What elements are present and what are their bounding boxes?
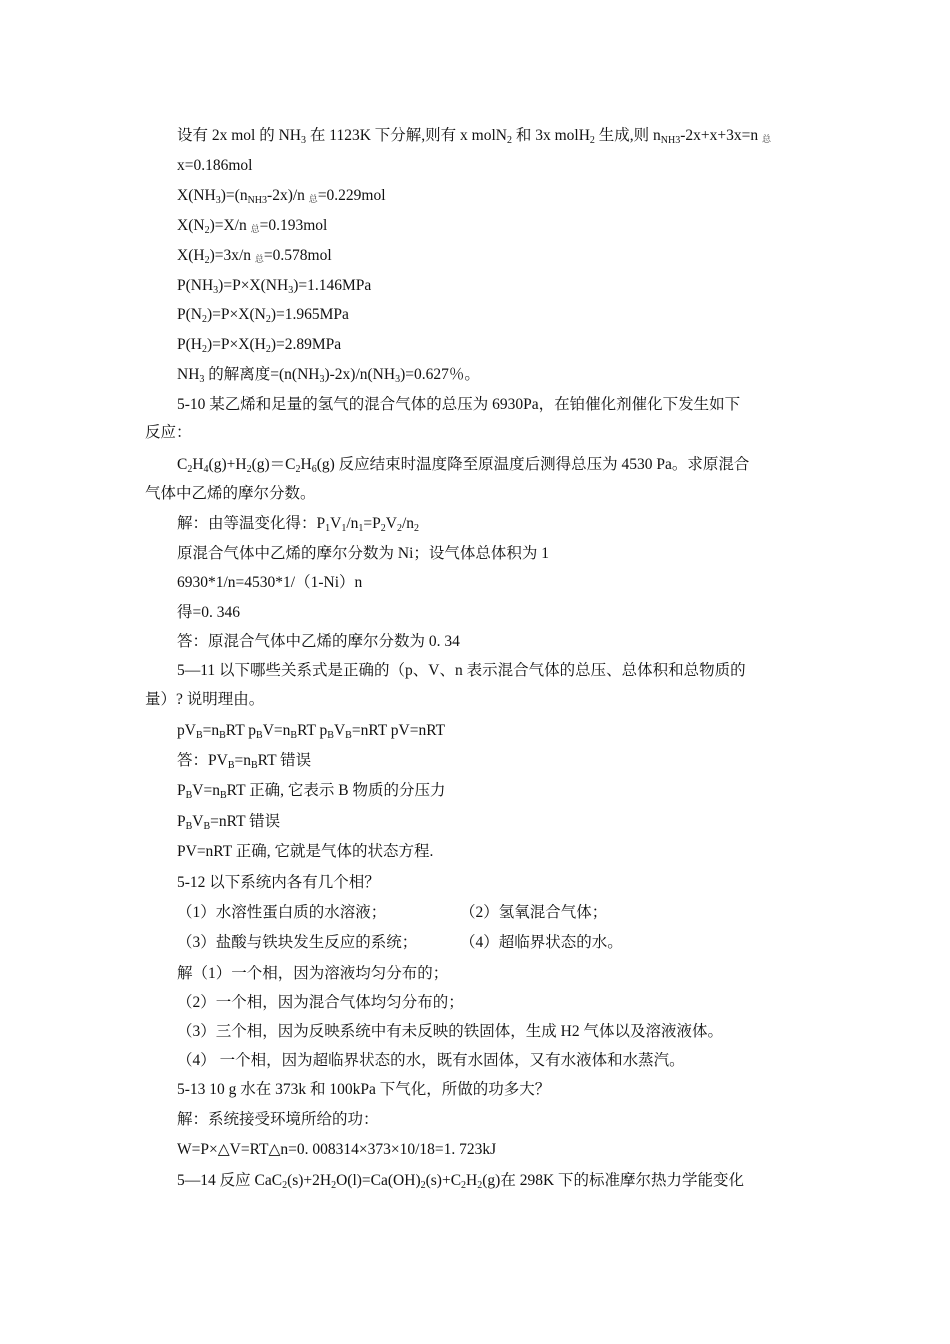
line-text: （4）超临界状态的水。 — [460, 934, 623, 951]
line-text: RT p — [297, 722, 328, 739]
subscript-text: B — [219, 730, 226, 741]
subscript-text: B — [256, 730, 263, 741]
text-line — [177, 751, 311, 776]
subscript-text: 2 — [265, 344, 271, 355]
subscript-text: 2 — [204, 225, 210, 236]
line-text: H — [300, 456, 312, 473]
text-line — [177, 933, 417, 953]
text-line — [177, 1110, 379, 1130]
line-text: （3）盐酸与铁块发生反应的系统； — [177, 934, 418, 951]
line-text: (g)在 298K 下的标准摩尔热力学能变化 — [482, 1172, 745, 1189]
subscript-text: 3 — [319, 374, 325, 385]
line-text: =n — [202, 722, 220, 739]
line-text: X(N — [177, 217, 205, 234]
line-text: -2x+x+3x=n — [680, 127, 762, 144]
line-text: P(NH — [177, 277, 214, 294]
line-text: (s)+2H — [287, 1172, 332, 1189]
subscript-text: 1 — [358, 523, 364, 534]
subscript-text: 2 — [396, 523, 402, 534]
line-text: H — [192, 456, 204, 473]
line-text: 解（1）一个相，因为溶液均匀分布的； — [177, 965, 449, 982]
text-line — [460, 933, 623, 953]
subscript-text: 总 — [254, 254, 264, 264]
text-line — [177, 721, 445, 746]
text-line — [177, 573, 362, 593]
line-text: (s)+C — [425, 1172, 462, 1189]
text-line — [177, 276, 371, 301]
line-text: （4） 一个相，因为超临界状态的水，既有水固体，又有水液体和水蒸汽。 — [177, 1052, 685, 1069]
subscript-text: 3 — [213, 285, 219, 296]
line-text: x=0.186mol — [177, 157, 253, 174]
line-text: V=n — [192, 782, 220, 799]
text-line — [177, 1171, 744, 1196]
text-line — [177, 661, 746, 681]
text-line — [177, 335, 341, 360]
text-line — [177, 246, 332, 271]
subscript-text: 2 — [420, 1180, 426, 1191]
line-text: 解：由等温变化得：P — [177, 515, 326, 532]
line-text: /n — [401, 515, 415, 532]
line-text: 设有 2x mol 的 NH — [177, 127, 302, 144]
subscript-text: B — [327, 730, 334, 741]
line-text: =0.578mol — [263, 247, 332, 264]
line-text: RT 错误 — [257, 752, 312, 769]
line-text: P(N — [177, 306, 202, 323]
line-text: /n — [346, 515, 359, 532]
line-text: RT 正确, 它表示 B 物质的分压力 — [226, 782, 446, 799]
line-text: 5—11 以下哪些关系式是正确的（p、V、n 表示混合气体的总压、总体积和总物质的 — [177, 662, 746, 679]
text-line — [177, 365, 480, 390]
subscript-text: 总 — [308, 194, 318, 204]
text-line — [177, 603, 240, 623]
text-line — [177, 1140, 496, 1160]
subscript-text: 4 — [203, 464, 209, 475]
text-line — [177, 126, 771, 151]
subscript-text: 3 — [215, 195, 221, 206]
line-text: 5-12 以下系统内各有几个相？ — [177, 874, 380, 891]
line-text: PV=nRT 正确, 它就是气体的状态方程. — [177, 843, 434, 860]
line-text: )=(n — [220, 187, 248, 204]
subscript-text: 2 — [295, 464, 301, 475]
line-text: 量）? 说明理由。 — [145, 691, 265, 708]
text-line — [177, 1080, 550, 1100]
subscript-text: 6 — [311, 464, 317, 475]
line-text: 和 3x molH — [511, 127, 590, 144]
line-text: O(l)=Ca(OH) — [336, 1172, 421, 1189]
text-line — [177, 216, 327, 241]
text-line — [177, 186, 386, 211]
text-line — [177, 903, 386, 923]
line-text: )=P×X(NH — [218, 277, 289, 294]
line-text: )=1.965MPa — [270, 306, 349, 323]
line-text: 答：原混合气体中乙烯的摩尔分数为 0. 34 — [177, 633, 460, 650]
subscript-text: 3 — [199, 374, 205, 385]
subscript-text: 2 — [461, 1180, 467, 1191]
line-text: P — [177, 813, 186, 830]
line-text: V — [192, 813, 204, 830]
line-text: X(NH — [177, 187, 216, 204]
line-text: RT p — [225, 722, 257, 739]
subscript-text: B — [251, 760, 258, 771]
line-text: )=2.89MPa — [270, 336, 342, 353]
text-line — [177, 514, 419, 539]
subscript-text: NH3 — [660, 135, 681, 146]
text-line — [177, 156, 252, 176]
line-text: （1）水溶性蛋白质的水溶液； — [177, 904, 387, 921]
line-text: NH — [177, 366, 200, 383]
subscript-text: 2 — [201, 344, 207, 355]
subscript-text: B — [203, 821, 211, 832]
subscript-text: 2 — [282, 1180, 288, 1191]
subscript-text: 2 — [265, 314, 271, 325]
text-line — [177, 395, 740, 415]
line-text: V — [330, 515, 342, 532]
line-text: -2x)/n — [267, 187, 309, 204]
line-text: )=0.627％。 — [400, 366, 480, 383]
line-text: )=P×X(H — [206, 336, 266, 353]
text-line — [177, 455, 749, 480]
line-text: 5-10 某乙烯和足量的氢气的混合气体的总压为 6930Pa，在铂催化剂催化下发生如下 — [177, 396, 741, 413]
text-line — [145, 423, 192, 443]
line-text: V=n — [262, 722, 291, 739]
subscript-text: B — [345, 730, 352, 741]
line-text: 气体中乙烯的摩尔分数。 — [145, 485, 316, 502]
subscript-text: 2 — [380, 523, 386, 534]
line-text: (g)+H — [208, 456, 247, 473]
subscript-text: NH3 — [247, 195, 268, 206]
subscript-text: 2 — [589, 135, 595, 146]
line-text: =0.229mol — [317, 187, 386, 204]
subscript-text: 2 — [331, 1180, 337, 1191]
text-line — [177, 1022, 723, 1042]
line-text: 在 1123K 下分解,则有 x molN — [306, 127, 507, 144]
text-line — [177, 632, 460, 652]
text-line — [145, 484, 316, 504]
subscript-text: 3 — [301, 135, 307, 146]
subscript-text: 3 — [288, 285, 294, 296]
line-text: 反应： — [145, 424, 192, 441]
line-text: （3）三个相，因为反映系统中有未反映的铁固体，生成 H2 气体以及溶液液体。 — [177, 1023, 723, 1040]
line-text: 原混合气体中乙烯的摩尔分数为 Ni；设气体总体积为 1 — [177, 545, 550, 562]
line-text: 的解离度=(n(NH — [204, 366, 320, 383]
line-text: pV — [177, 722, 196, 739]
line-text: W=P×△V=RT△n=0. 008314×373×10/18=1. 723kJ — [177, 1141, 497, 1158]
subscript-text: 2 — [201, 314, 207, 325]
text-line — [145, 690, 264, 710]
text-line — [177, 812, 280, 837]
subscript-text: 1 — [341, 523, 347, 534]
line-text: 解：系统接受环境所给的功： — [177, 1111, 379, 1128]
line-text: （2）氢氧混合气体； — [460, 904, 608, 921]
subscript-text: 2 — [187, 464, 193, 475]
subscript-text: B — [185, 821, 193, 832]
line-text: =nRT 错误 — [210, 813, 281, 830]
subscript-text: 总 — [250, 224, 260, 234]
subscript-text: B — [195, 730, 203, 741]
line-text: 生成,则 n — [594, 127, 661, 144]
line-text: V — [333, 722, 346, 739]
subscript-text: 3 — [395, 374, 401, 385]
line-text: C — [177, 456, 188, 473]
text-line — [177, 964, 448, 984]
subscript-text: B — [185, 790, 193, 801]
text-line — [177, 544, 549, 564]
text-line — [177, 842, 433, 862]
line-text: X(H — [177, 247, 205, 264]
line-text: 5—14 反应 CaC — [177, 1172, 283, 1189]
line-text: 得=0. 346 — [177, 604, 240, 621]
text-line — [460, 903, 607, 923]
line-text: =P — [363, 515, 381, 532]
line-text: 答：PV — [177, 752, 228, 769]
line-text: （2）一个相，因为混合气体均匀分布的； — [177, 994, 464, 1011]
line-text: )=1.146MPa — [293, 277, 372, 294]
line-text: )-2x)/n(NH — [324, 366, 396, 383]
line-text: P — [177, 782, 186, 799]
line-text: 5-13 10 g 水在 373k 和 100kPa 下气化，所做的功多大？ — [177, 1081, 551, 1098]
text-line — [177, 1051, 685, 1071]
subscript-text: 2 — [477, 1180, 483, 1191]
subscript-text: B — [219, 790, 227, 801]
line-text: P(H — [177, 336, 202, 353]
subscript-text: 2 — [414, 523, 420, 534]
line-text: V — [385, 515, 397, 532]
subscript-text: 2 — [246, 464, 252, 475]
line-text: (g)＝C — [251, 456, 296, 473]
subscript-text: B — [227, 760, 235, 771]
line-text: )=P×X(N — [206, 306, 266, 323]
subscript-text: 1 — [325, 523, 331, 534]
subscript-text: B — [290, 730, 298, 741]
line-text: 6930*1/n=4530*1/（1-Ni）n — [177, 574, 363, 591]
text-line — [177, 305, 349, 330]
text-line — [177, 993, 464, 1013]
line-text: =0.193mol — [259, 217, 328, 234]
line-text: =n — [234, 752, 251, 769]
line-text: H — [466, 1172, 478, 1189]
line-text: )=X/n — [209, 217, 251, 234]
line-text: )=3x/n — [209, 247, 255, 264]
subscript-text: 2 — [506, 135, 512, 146]
text-line — [177, 781, 445, 806]
text-line — [177, 873, 380, 893]
subscript-text: 总 — [762, 134, 772, 144]
line-text: =nRT pV=nRT — [351, 722, 446, 739]
subscript-text: 2 — [204, 255, 210, 266]
line-text: (g) 反应结束时温度降至原温度后测得总压为 4530 Pa。求原混合 — [316, 456, 750, 473]
